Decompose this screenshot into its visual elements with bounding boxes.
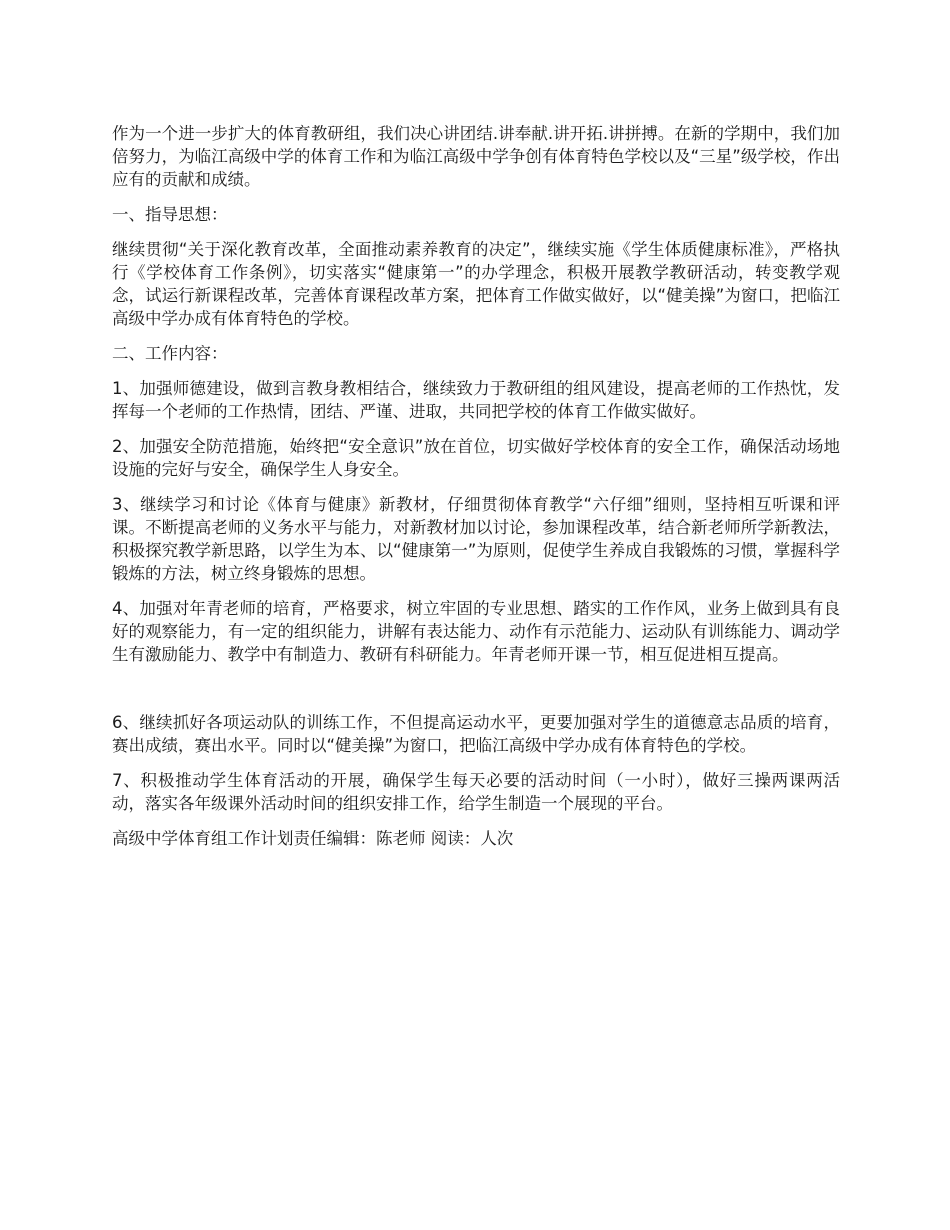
document-page bbox=[112, 122, 840, 862]
work-item-7: 7、积极推动学生体育活动的开展，确保学生每天必要的活动时间（一小时），做好三操两课两活动，落实各年级课外活动时间的组织安排工作，给学生制造一个展现的平台。 bbox=[112, 771, 840, 813]
section-heading-guiding-ideology: 一、指导思想： bbox=[112, 205, 228, 224]
work-item-2: 2、加强安全防范措施，始终把“安全意识”放在首位，切实做好学校体育的安全工作，确保活动场地设施的完好与安全，确保学生人身安全。 bbox=[112, 437, 840, 479]
blank-gap bbox=[112, 678, 840, 711]
work-item-4: 4、加强对年青老师的培育，严格要求，树立牢固的专业思想、踏实的工作作风，业务上做到具有良好的观察能力，有一定的组织能力，讲解有表达能力、动作有示范能力、运动队有训练能力、调动学生有激励能力、教学中有制造力、教研有科研能力。年青老师开课一节，相互促进相互提高。 bbox=[112, 599, 840, 664]
section-heading-work-content: 二、工作内容： bbox=[112, 344, 228, 363]
work-item-3: 3、继续学习和讨论《体育与健康》新教材，仔细贯彻体育教学“六仔细”细则，坚持相互听课和评课。不断提高老师的义务水平与能力，对新教材加以讨论，参加课程改革，结合新老师所学新教法，积极探究教学新思路，以学生为本、以“健康第一”为原则，促使学生养成自我锻炼的习惯，掌握科学锻炼的方法，树立终身锻炼的思想。 bbox=[112, 495, 840, 583]
footer-editor-line: 高级中学体育组工作计划责任编辑：陈老师 阅读：人次 bbox=[112, 829, 514, 848]
work-item-1: 1、加强师德建设，做到言教身教相结合，继续致力于教研组的组风建设，提高老师的工作热忱，发挥每一个老师的工作热情，团结、严谨、进取，共同把学校的体育工作做实做好。 bbox=[112, 379, 840, 421]
work-item-6: 6、继续抓好各项运动队的训练工作，不但提高运动水平，更要加强对学生的道德意志品质的培育，赛出成绩，赛出水平。同时以“健美操”为窗口，把临江高级中学办成有体育特色的学校。 bbox=[112, 713, 840, 755]
intro-paragraph: 作为一个进一步扩大的体育教研组，我们决心讲团结.讲奉献.讲开拓.讲拼搏。在新的学期中，我们加倍努力，为临江高级中学的体育工作和为临江高级中学争创有体育特色学校以及“三星”级学校，作出应有的贡献和成绩。 bbox=[112, 124, 840, 189]
guiding-ideology-paragraph: 继续贯彻“关于深化教育改革，全面推动素养教育的决定”，继续实施《学生体质健康标准》，严格执行《学校体育工作条例》，切实落实“健康第一”的办学理念，积极开展教学教研活动，转变教学观念，试运行新课程改革，完善体育课程改革方案，把体育工作做实做好，以“健美操”为窗口，把临江高级中学办成有体育特色的学校。 bbox=[112, 240, 840, 328]
